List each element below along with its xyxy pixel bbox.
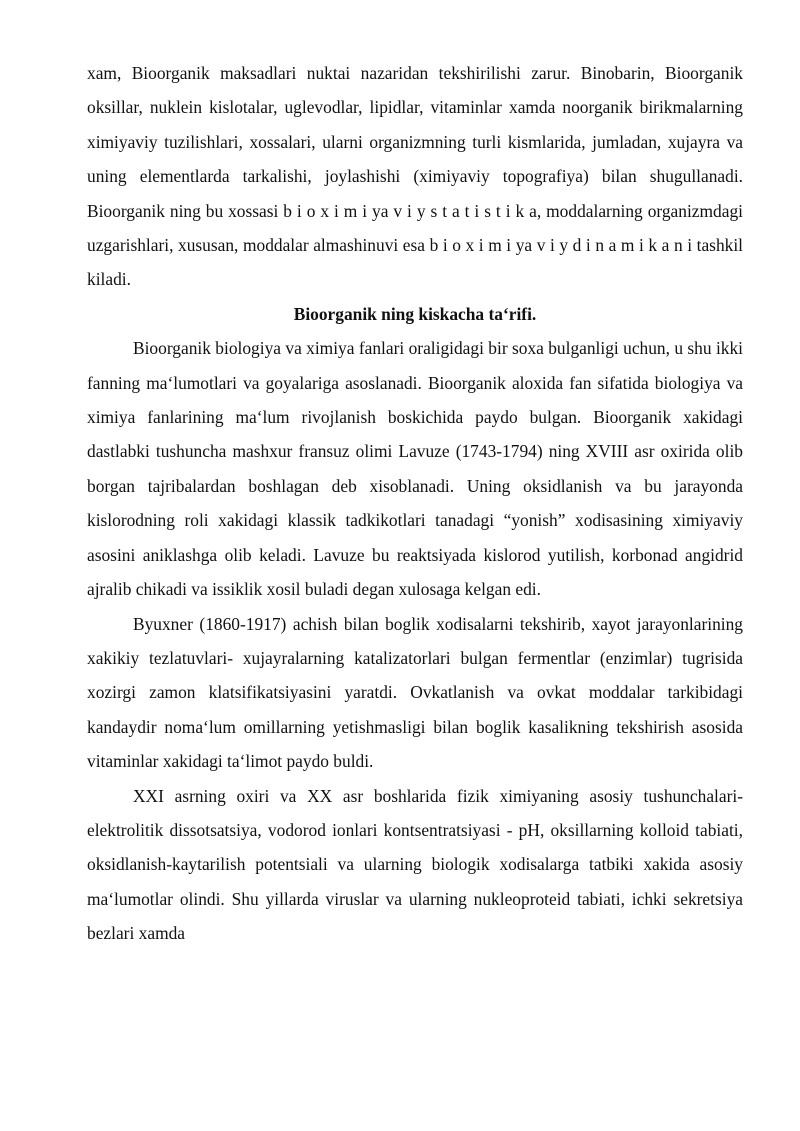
paragraph-intro: xam, Bioorganik maksadlari nuktai nazaridan tekshirilishi zarur. Binobarin, Bioorganik oksillar, nuklein kislotalar, uglevodlar, lipidlar, vitaminlar xamda noorganik birikmalarning ximiyaviy tuzilishlari, xossalari, ularni organizmning turli kismlarida, jumladan, xujayra va uning elementlarda tarkalishi, joylashishi (ximiyaviy topografiya) bilan shugullanadi. Bioorganik ning bu xossasi b i o x i m i ya v i y s t a t i s t i k a, moddalarning organizmdagi uzgarishlari, xususan, moddalar almashinuvi esa b i o x i m i ya v i y d i n a m i k a n i tashkil kiladi.: [87, 63, 743, 290]
paragraph-lavoisier: Bioorganik biologiya va ximiya fanlari oraligidagi bir soxa bulganligi uchun, u shu ikki fanning ma‘lumotlari va goyalariga asoslanadi. Bioorganik aloxida fan sifatida biologiya va ximiya fanlarining ma‘lum rivojlanish boskichida paydo bulgan. Bioorganik xakidagi dastlabki tushuncha mashxur fransuz olimi Lavuze (1743-1794) ning XVIII asr oxirida olib borgan tajribalardan boshlagan deb xisoblanadi. Uning oksidlanish va bu jarayonda kislorodning roli xakidagi klassik tadkikotlari tanadagi “yonish” xodisasining ximiyaviy asosini aniklashga olib keladi. Lavuze bu reaktsiyada kislorod yutilish, korbonad angidrid ajralib chikadi va issiklik xosil buladi degan xulosaga kelgan edi.: [87, 338, 743, 600]
paragraph-physical-chemistry: XXI asrning oxiri va XX asr boshlarida fizik ximiyaning asosiy tushunchalari- elektrolitik dissotsatsiya, vodorod ionlari kontsentratsiyasi - pH, oksillarning kolloid tabiati, oksidlanish-kaytarilish potentsiali va ularning biologik xodisalarga tatbiki xakida asosiy ma‘lumotlar olindi. Shu yillarda viruslar va ularning nukleoproteid tabiati, ichki sekretsiya bezlari xamda: [87, 785, 743, 944]
section-heading: Bioorganik ning kiskacha ta‘rifi.: [293, 303, 537, 324]
document-page: [87, 56, 743, 951]
paragraph-buchner: Byuxner (1860-1917) achish bilan boglik xodisalarni tekshirib, xayot jarayonlarining xakikiy tezlatuvlari- xujayralarning katalizatorlari bulgan fermentlar (enzimlar) tugrisida xozirgi zamon klatsifikatsiyasini yaratdi. Ovkatlanish va ovkat moddalar tarkibidagi kandaydir noma‘lum omillarning yetishmasligi bilan boglik kasalikning tekshirish asosida vitaminlar xakidagi ta‘limot paydo buldi.: [87, 613, 743, 772]
